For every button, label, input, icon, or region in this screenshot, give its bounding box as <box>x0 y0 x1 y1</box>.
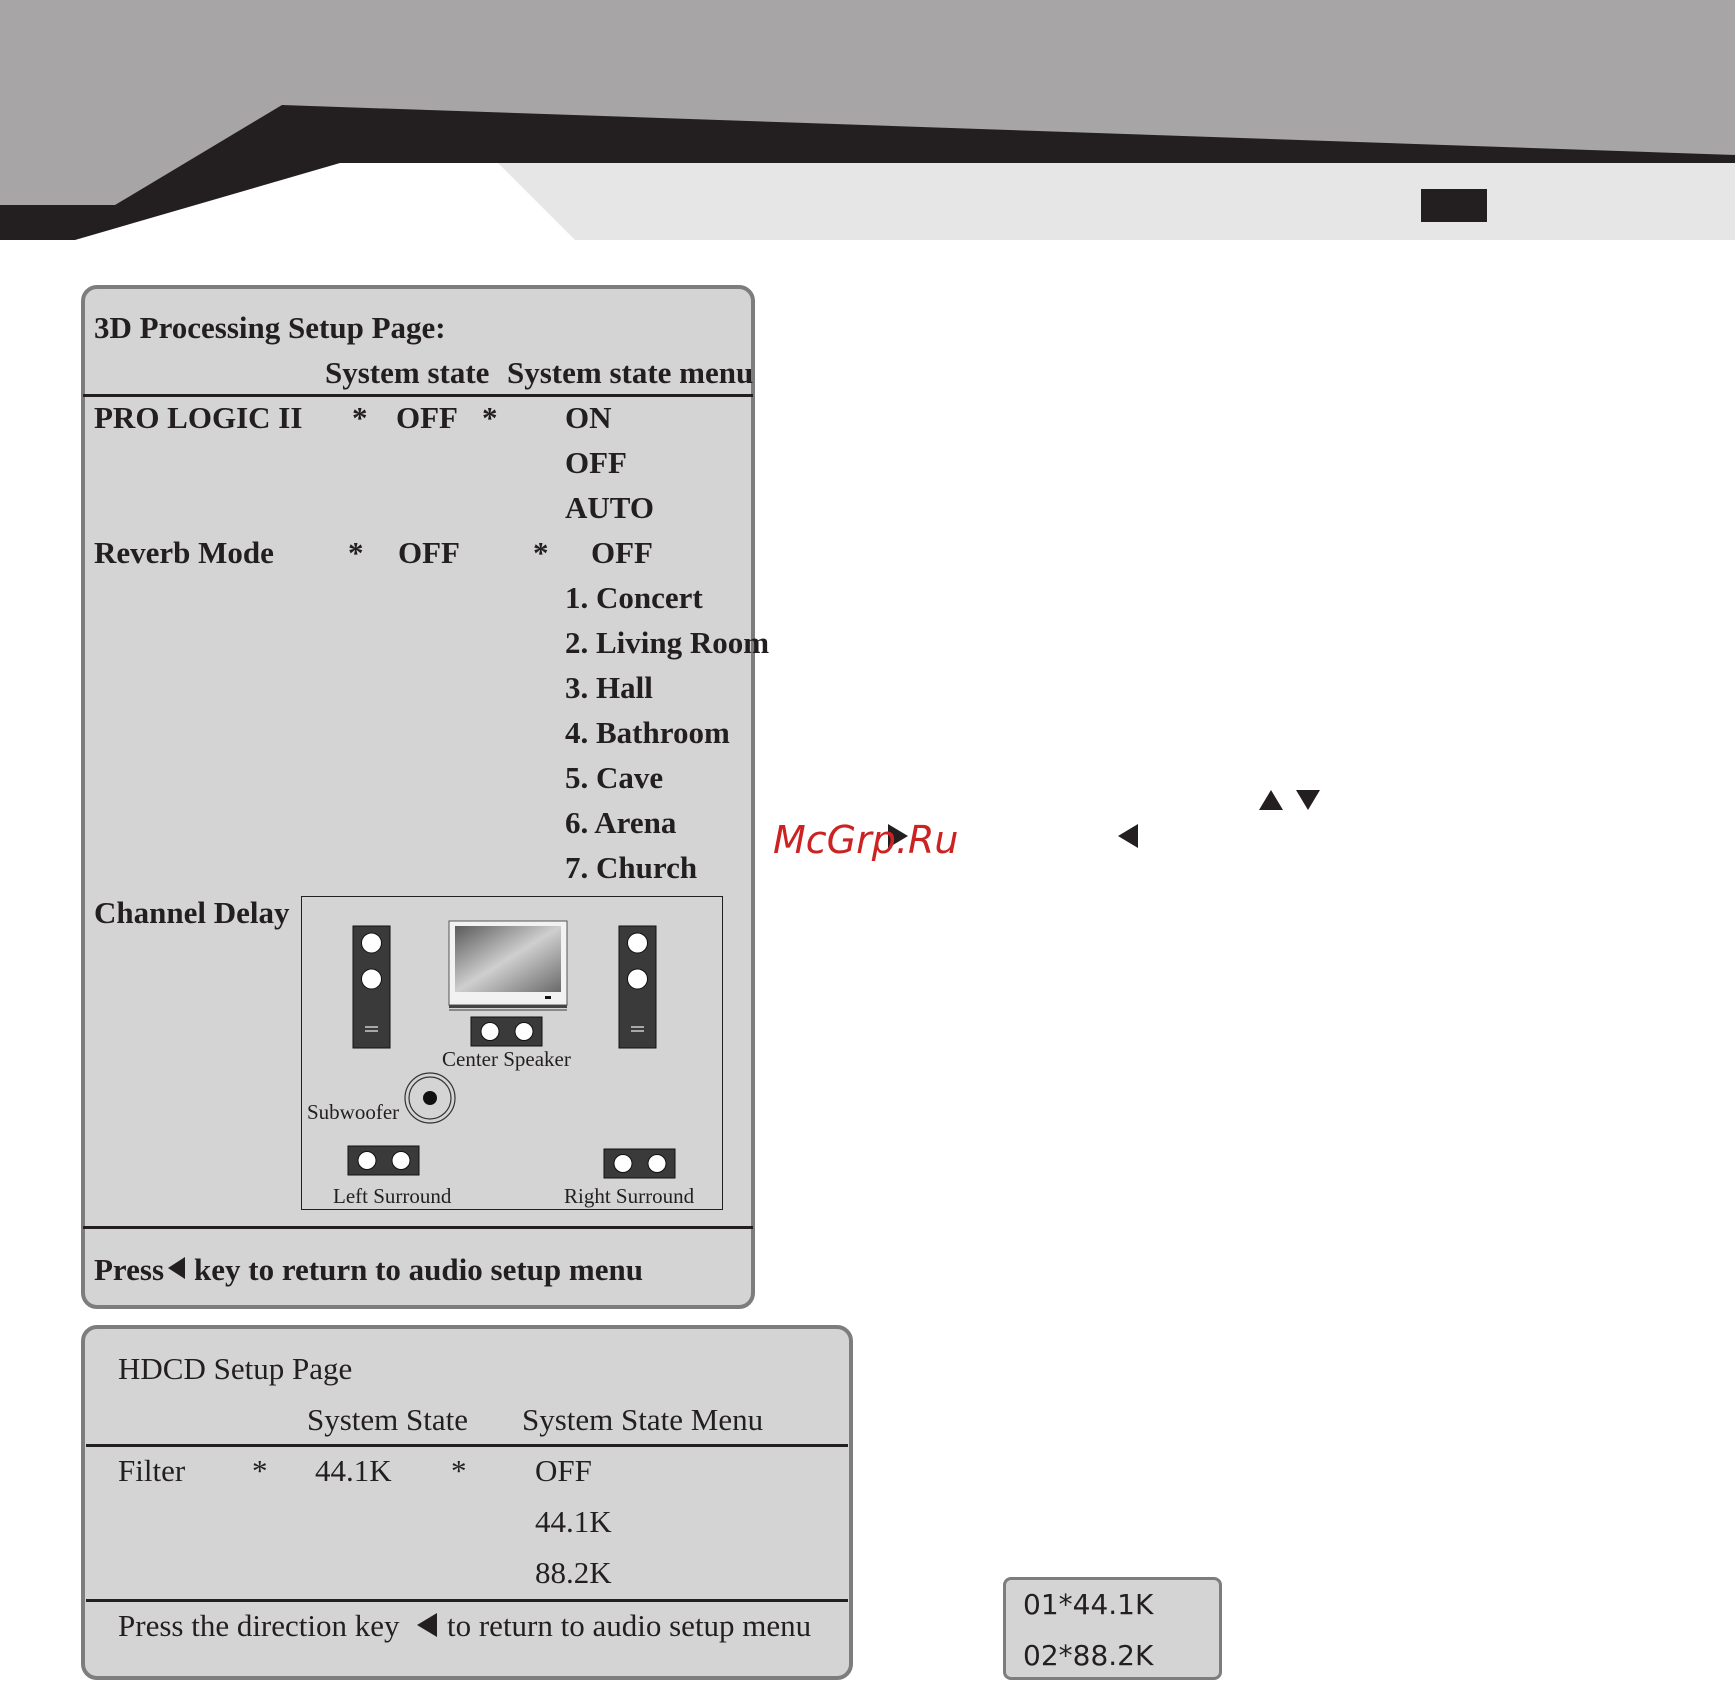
left-arrow-icon <box>1118 824 1138 848</box>
reverb-mode-label: Reverb Mode <box>94 535 274 570</box>
header-banner <box>0 0 1735 245</box>
footer-instruction: key to return to audio setup menu <box>194 1252 643 1287</box>
right-surround-speaker-icon <box>604 1149 675 1178</box>
menu-option[interactable]: 44.1K <box>535 1504 612 1539</box>
filter-state: 44.1K <box>315 1453 392 1488</box>
center-speaker-icon <box>471 1017 542 1046</box>
hdcd-footer-before: Press the direction key <box>118 1608 400 1643</box>
left-surround-speaker-icon <box>348 1146 419 1175</box>
filter-menu-marker: * <box>451 1453 467 1488</box>
channel-delay-label: Channel Delay <box>94 895 290 930</box>
display-readout-box <box>1003 1577 1222 1680</box>
column-header-state: System state <box>325 355 490 390</box>
column-header-menu: System state menu <box>507 355 754 390</box>
menu-option[interactable]: 3. Hall <box>565 670 653 705</box>
menu-option[interactable]: OFF <box>535 1453 592 1488</box>
menu-option[interactable]: 4. Bathroom <box>565 715 730 750</box>
center-speaker-label: Center Speaker <box>442 1047 571 1071</box>
header-divider <box>83 394 753 397</box>
page-title: 3D Processing Setup Page: <box>94 310 446 345</box>
left-arrow-icon <box>417 1613 437 1637</box>
subwoofer-icon <box>405 1073 455 1123</box>
page-number-tab <box>1421 189 1487 222</box>
hdcd-footer-divider <box>86 1599 848 1602</box>
display-line: 01*44.1K <box>1023 1588 1154 1621</box>
hdcd-column-header-state: System State <box>307 1402 469 1437</box>
speaker-layout-diagram[interactable] <box>301 896 723 1210</box>
watermark-text: McGrp.Ru <box>773 818 959 862</box>
menu-option[interactable]: ON <box>565 400 612 435</box>
menu-option[interactable]: 1. Concert <box>565 580 703 615</box>
subwoofer-label: Subwoofer <box>307 1100 400 1124</box>
up-arrow-icon <box>1259 790 1283 810</box>
reverb-state: OFF <box>398 535 460 570</box>
menu-option[interactable]: 5. Cave <box>565 760 664 795</box>
menu-option[interactable]: OFF <box>565 445 627 480</box>
menu-option[interactable]: 88.2K <box>535 1555 612 1590</box>
hdcd-header-divider <box>86 1444 848 1447</box>
hdcd-footer-after: to return to audio setup menu <box>447 1608 812 1643</box>
reverb-menu-marker: * <box>533 535 549 570</box>
pro-logic-state-marker: * <box>352 400 368 435</box>
menu-option[interactable]: AUTO <box>565 490 655 525</box>
pro-logic-menu-marker: * <box>482 400 498 435</box>
filter-label: Filter <box>118 1453 186 1488</box>
tv-icon <box>449 921 567 1011</box>
hdcd-title: HDCD Setup Page <box>118 1351 353 1386</box>
front-right-speaker-icon <box>619 926 656 1048</box>
menu-option[interactable]: OFF <box>591 535 653 570</box>
hdcd-column-header-menu: System State Menu <box>522 1402 764 1437</box>
menu-option[interactable]: 6. Arena <box>565 805 677 840</box>
menu-option[interactable]: 7. Church <box>565 850 698 885</box>
reverb-state-marker: * <box>348 535 364 570</box>
pro-logic-label: PRO LOGIC II <box>94 400 303 435</box>
display-line: 02*88.2K <box>1023 1639 1154 1672</box>
footer-divider <box>83 1226 753 1229</box>
footer-press: Press <box>94 1252 165 1287</box>
front-left-speaker-icon <box>353 926 390 1048</box>
right-surround-label: Right Surround <box>564 1184 695 1208</box>
menu-option[interactable]: 2. Living Room <box>565 625 770 660</box>
left-surround-label: Left Surround <box>333 1184 452 1208</box>
down-arrow-icon <box>1296 790 1320 810</box>
pro-logic-state: OFF <box>396 400 458 435</box>
left-arrow-icon <box>168 1257 185 1279</box>
filter-state-marker: * <box>252 1453 268 1488</box>
